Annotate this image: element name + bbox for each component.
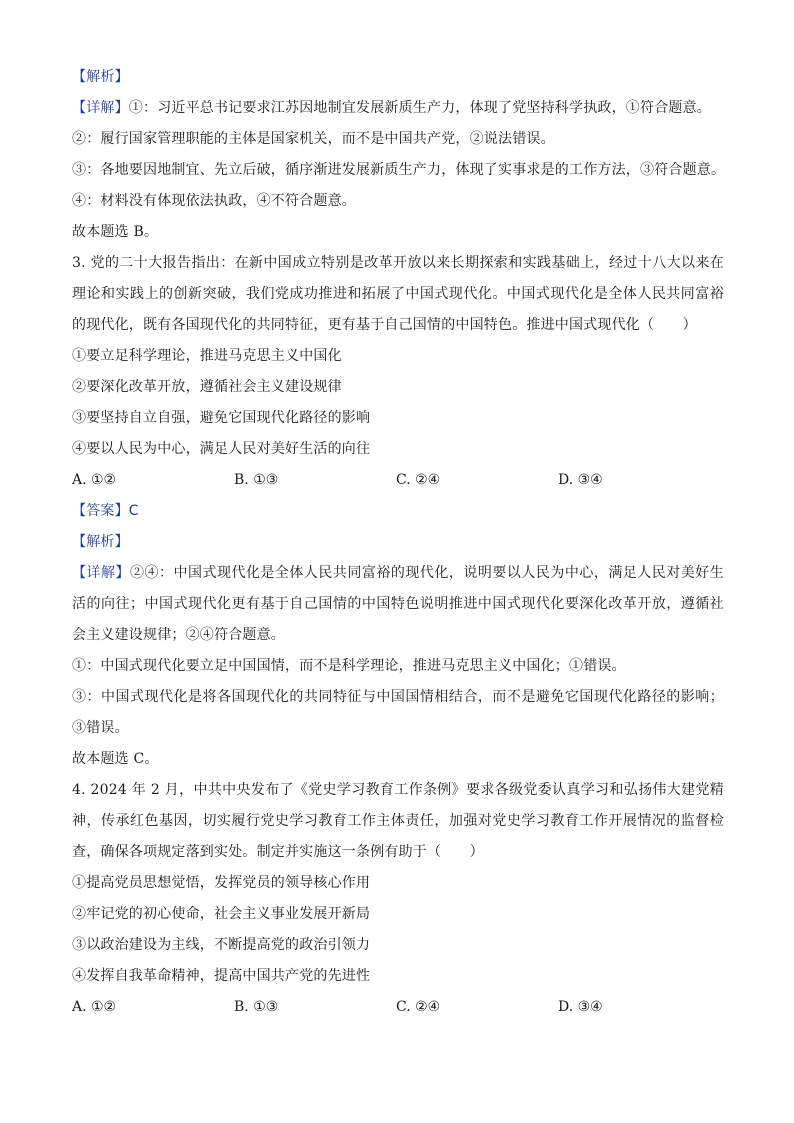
conclusion: 故本题选 B。 [72, 224, 159, 240]
detail-line-2: ②：履行国家管理职能的主体是国家机关，而不是中国共产党，②说法错误。 [72, 131, 555, 147]
detail-paragraph [72, 558, 724, 651]
detail-paragraph: ③：中国式现代化是将各国现代化的共同特征与中国国情相结合，而不是避免它国现代化路径的影响；③错误。 [72, 689, 724, 736]
question-stem: 4. 2024 年 2 月，中共中央发布了《党史学习教育工作条例》要求各级党委认真学习和弘扬伟大建党精神，传承红色基因，切实履行党史学习教育工作主体责任，加强对党史学习教育工作开展情况的监督检查，确保各项规定落到实处。制定并实施这一条例有助于（ ） [72, 782, 724, 860]
option-a: A. ①② [72, 472, 117, 488]
statement-item: ①要立足科学理论，推进马克思主义中国化 [72, 348, 342, 364]
analysis-heading: 【解析】 [72, 69, 129, 85]
statement-item: ②要深化改革开放，遵循社会主义建设规律 [72, 379, 342, 395]
answer-options [72, 992, 724, 1023]
option-b: B. ①③ [234, 472, 279, 488]
option-d: D. ③④ [558, 472, 603, 488]
option-c: C. ②④ [396, 999, 441, 1015]
analysis-heading: 【解析】 [72, 534, 129, 550]
statement-item: ③要坚持自立自强，避免它国现代化路径的影响 [72, 410, 371, 426]
document-page [72, 62, 724, 1023]
detail-tag: 【详解】 [72, 100, 129, 116]
detail-tag: 【详解】 [72, 565, 130, 581]
detail-line-4: ④：材料没有体现依法执政，④不符合题意。 [72, 193, 356, 209]
answer-line: 【答案】C [72, 503, 139, 519]
statement-item: ④要以人民为中心，满足人民对美好生活的向往 [72, 441, 371, 457]
question-stem: 3. 党的二十大报告指出：在新中国成立特别是改革开放以来长期探索和实践基础上，经过十八大以来在理论和实践上的创新突破，我们党成功推进和拓展了中国式现代化。中国式现代化是全体人民共同富裕的现代化，既有各国现代化的共同特征，更有基于自己国情的中国特色。推进中国式现代化（ ） [72, 255, 724, 333]
statement-item: ④发挥自我革命精神，提高中国共产党的先进性 [72, 968, 371, 984]
statement-item: ①提高党员思想觉悟，发挥党员的领导核心作用 [72, 875, 371, 891]
option-b: B. ①③ [234, 999, 279, 1015]
answer-options [72, 465, 724, 496]
detail-text: ②④：中国式现代化是全体人民共同富裕的现代化，说明要以人民为中心，满足人民对美好生活的向往；中国式现代化更有基于自己国情的中国特色说明推进中国式现代化要深化改革开放，遵循社会主义建设规律；②④符合题意。 [72, 565, 724, 643]
detail-line-3: ③：各地要因地制宜、先立后破，循序渐进发展新质生产力，体现了实事求是的工作方法，③符合题意。 [72, 162, 726, 178]
option-d: D. ③④ [558, 999, 603, 1015]
detail-paragraph: ①：中国式现代化要立足中国国情，而不是科学理论，推进马克思主义中国化；①错误。 [72, 658, 626, 674]
option-c: C. ②④ [396, 472, 441, 488]
option-a: A. ①② [72, 999, 117, 1015]
statement-item: ②牢记党的初心使命，社会主义事业发展开新局 [72, 906, 371, 922]
conclusion: 故本题选 C。 [72, 751, 159, 767]
statement-item: ③以政治建设为主线，不断提高党的政治引领力 [72, 937, 371, 953]
detail-line-1 [72, 93, 724, 124]
detail-text: ①：习近平总书记要求江苏因地制宜发展新质生产力，体现了党坚持科学执政，①符合题意。 [128, 100, 712, 116]
